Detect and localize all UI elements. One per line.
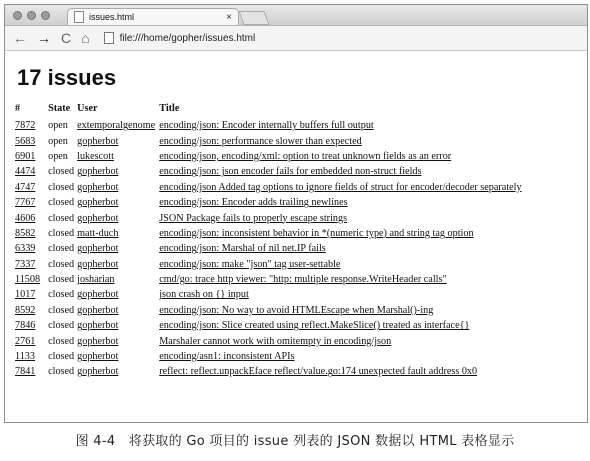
issue-state: closed (48, 289, 75, 301)
table-cell (77, 272, 159, 287)
column-header-user: User (77, 102, 98, 114)
back-icon[interactable]: ← (13, 30, 27, 46)
table-cell (159, 364, 525, 379)
table-cell (159, 349, 525, 364)
issue-user-link[interactable]: lukescott (77, 150, 114, 162)
table-header-row (15, 101, 526, 118)
table-cell (48, 241, 77, 256)
issue-user-link[interactable]: gopherbot (77, 135, 119, 147)
table-cell (159, 241, 525, 256)
table-row (15, 272, 526, 287)
issue-title-link[interactable]: encoding/json, encoding/xml: option to treat unknown fields as an error (159, 150, 452, 162)
table-cell (48, 180, 77, 195)
window-controls (13, 11, 50, 20)
table-row (15, 303, 526, 318)
table-cell (15, 210, 48, 225)
table-cell (77, 349, 159, 364)
table-cell (15, 257, 48, 272)
issue-user-link[interactable]: gopherbot (77, 289, 119, 301)
table-cell (48, 272, 77, 287)
table-cell (15, 226, 48, 241)
issue-number-link[interactable]: 1017 (15, 289, 36, 301)
browser-tab[interactable] (67, 8, 239, 25)
issue-title-link[interactable]: encoding/json: inconsistent behavior in *(numeric type) and string tag option (159, 227, 474, 239)
table-row (15, 195, 526, 210)
issue-state: closed (48, 366, 75, 378)
issue-title-link[interactable]: json crash on {} input (159, 289, 249, 301)
table-cell (48, 287, 77, 302)
table-cell (15, 241, 48, 256)
issue-user-link[interactable]: gopherbot (77, 197, 119, 209)
issue-user-link[interactable]: extemporalgenome (77, 120, 156, 132)
issue-state: closed (48, 166, 75, 178)
table-cell (77, 180, 159, 195)
table-cell (15, 318, 48, 333)
issue-state: closed (48, 320, 75, 332)
issue-state: closed (48, 304, 75, 316)
table-row (15, 149, 526, 164)
table-cell (159, 303, 525, 318)
issue-title-link[interactable]: encoding/json: Marshal of nil net.IP fails (159, 243, 326, 255)
table-cell (48, 257, 77, 272)
issue-number-link[interactable]: 4747 (15, 181, 36, 193)
table-cell (15, 195, 48, 210)
minimize-window-icon[interactable] (27, 11, 36, 20)
issue-user-link[interactable]: matt-duch (77, 227, 119, 239)
table-cell (77, 257, 159, 272)
table-cell (77, 226, 159, 241)
issue-title-link[interactable]: JSON Package fails to properly escape strings (159, 212, 348, 224)
table-row (15, 226, 526, 241)
table-cell (48, 133, 77, 148)
table-row (15, 210, 526, 225)
issue-number-link[interactable]: 8582 (15, 227, 36, 239)
table-cell (15, 118, 48, 133)
issue-title-link[interactable]: encoding/asn1: inconsistent APIs (159, 351, 295, 363)
issue-state: closed (48, 243, 75, 255)
home-icon[interactable]: ⌂ (81, 30, 90, 46)
issues-table (15, 101, 526, 380)
table-cell (77, 149, 159, 164)
issue-number-link[interactable]: 7337 (15, 258, 36, 270)
issue-title-link[interactable]: encoding/json Added tag options to ignore fields of struct for encoder/decoder separately (159, 181, 522, 193)
page-content (5, 65, 587, 380)
title-bar (5, 5, 587, 26)
table-cell (159, 118, 525, 133)
table-cell (15, 333, 48, 348)
table-cell (15, 349, 48, 364)
table-cell (15, 180, 48, 195)
table-cell (48, 210, 77, 225)
table-cell (77, 133, 159, 148)
issue-state: open (48, 120, 68, 132)
reload-icon[interactable]: C (61, 30, 72, 46)
issue-number-link[interactable]: 7872 (15, 120, 36, 132)
issue-state: closed (48, 274, 75, 286)
issue-number-link[interactable]: 6339 (15, 243, 36, 255)
issue-title-link[interactable]: encoding/json: make "json" tag user-settable (159, 258, 341, 270)
page-icon (74, 11, 84, 23)
table-row (15, 164, 526, 179)
table-cell (77, 210, 159, 225)
issue-number-link[interactable]: 4606 (15, 212, 36, 224)
table-cell (15, 133, 48, 148)
table-cell (159, 333, 525, 348)
table-row (15, 241, 526, 256)
column-header-title: Title (159, 102, 180, 114)
issue-state: closed (48, 351, 75, 363)
table-cell (77, 164, 159, 179)
table-cell (159, 287, 525, 302)
issue-number-link[interactable]: 5683 (15, 135, 36, 147)
issue-title-link[interactable]: Marshaler cannot work with omitempty in encoding/json (159, 335, 392, 347)
issue-user-link[interactable]: gopherbot (77, 258, 119, 270)
page-title: 17 issues (17, 65, 117, 90)
issue-user-link[interactable]: gopherbot (77, 366, 119, 378)
table-row (15, 287, 526, 302)
issue-user-link[interactable]: gopherbot (77, 304, 119, 316)
issue-state: open (48, 135, 68, 147)
table-cell (15, 149, 48, 164)
issue-title-link[interactable]: encoding/json: json encoder fails for embedded non-struct fields (159, 166, 422, 178)
issue-user-link[interactable]: gopherbot (77, 335, 119, 347)
table-cell (48, 333, 77, 348)
table-cell (48, 303, 77, 318)
issue-state: closed (48, 181, 75, 193)
table-cell (77, 333, 159, 348)
issue-title-link[interactable]: encoding/json: Encoder internally buffers full output (159, 120, 374, 132)
table-cell (77, 303, 159, 318)
issue-number-link[interactable]: 2761 (15, 335, 36, 347)
browser-window (4, 4, 588, 423)
table-row (15, 257, 526, 272)
table-cell (159, 149, 525, 164)
table-cell (159, 164, 525, 179)
file-icon (104, 32, 114, 44)
address-text[interactable]: file:///home/gopher/issues.html (119, 32, 256, 44)
issue-number-link[interactable]: 7841 (15, 366, 36, 378)
table-cell (15, 164, 48, 179)
issue-user-link[interactable]: josharian (77, 274, 115, 286)
issue-title-link[interactable]: encoding/json: Encoder adds trailing newlines (159, 197, 348, 209)
issue-user-link[interactable]: gopherbot (77, 320, 119, 332)
table-cell (48, 164, 77, 179)
issue-user-link[interactable]: gopherbot (77, 351, 119, 363)
table-cell (48, 226, 77, 241)
table-cell (77, 364, 159, 379)
table-row (15, 133, 526, 148)
issue-user-link[interactable]: gopherbot (77, 212, 119, 224)
table-cell (77, 287, 159, 302)
close-tab-icon[interactable]: × (226, 11, 232, 23)
tab-title: issues.html (89, 12, 135, 22)
new-tab-button[interactable] (238, 11, 269, 25)
issue-state: open (48, 150, 68, 162)
issue-title-link[interactable]: encoding/json: performance slower than expected (159, 135, 362, 147)
table-row (15, 333, 526, 348)
maximize-window-icon[interactable] (41, 11, 50, 20)
table-row (15, 180, 526, 195)
issue-user-link[interactable]: gopherbot (77, 243, 119, 255)
table-cell (15, 287, 48, 302)
table-cell (15, 303, 48, 318)
issue-user-link[interactable]: gopherbot (77, 181, 119, 193)
issue-title-link[interactable]: cmd/go: trace http viewer: "http: multiple response.WriteHeader calls" (159, 274, 447, 286)
table-cell (159, 226, 525, 241)
issue-number-link[interactable]: 1133 (15, 351, 35, 363)
address-bar[interactable] (104, 32, 256, 44)
issue-number-link[interactable]: 7846 (15, 320, 36, 332)
table-cell (48, 118, 77, 133)
table-cell (159, 257, 525, 272)
issue-state: closed (48, 197, 75, 209)
table-cell (48, 149, 77, 164)
issue-number-link[interactable]: 6901 (15, 150, 36, 162)
table-cell (48, 349, 77, 364)
table-row (15, 364, 526, 379)
issue-user-link[interactable]: gopherbot (77, 166, 119, 178)
issue-number-link[interactable]: 7767 (15, 197, 36, 209)
column-header-number: # (15, 102, 21, 114)
table-cell (77, 241, 159, 256)
issue-number-link[interactable]: 11508 (15, 274, 41, 286)
issue-state: closed (48, 258, 75, 270)
table-row (15, 349, 526, 364)
issue-state: closed (48, 335, 75, 347)
issue-number-link[interactable]: 8592 (15, 304, 36, 316)
toolbar (5, 26, 587, 51)
table-row (15, 318, 526, 333)
issue-title-link[interactable]: reflect: reflect.unpackEface reflect/value.go:174 unexpected fault address 0x0 (159, 366, 478, 378)
table-cell (77, 318, 159, 333)
table-cell (159, 133, 525, 148)
table-cell (77, 118, 159, 133)
table-cell (77, 195, 159, 210)
table-cell (159, 180, 525, 195)
issue-number-link[interactable]: 4474 (15, 166, 36, 178)
table-cell (159, 272, 525, 287)
table-cell (159, 210, 525, 225)
table-cell (159, 318, 525, 333)
issue-title-link[interactable]: encoding/json: Slice created using reflect.MakeSlice() treated as interface{} (159, 320, 470, 332)
forward-icon[interactable]: → (37, 30, 51, 46)
column-header-state: State (48, 102, 71, 114)
table-cell (15, 364, 48, 379)
table-cell (48, 364, 77, 379)
figure-caption: 图 4-4 将获取的 Go 项目的 issue 列表的 JSON 数据以 HTML 表格显示 (75, 434, 515, 449)
table-cell (48, 318, 77, 333)
table-cell (48, 195, 77, 210)
close-window-icon[interactable] (13, 11, 22, 20)
issue-state: closed (48, 212, 75, 224)
table-row (15, 118, 526, 133)
issue-title-link[interactable]: encoding/json: No way to avoid HTMLEscape when Marshal()-ing (159, 304, 434, 316)
table-cell (15, 272, 48, 287)
table-cell (159, 195, 525, 210)
issue-state: closed (48, 227, 75, 239)
